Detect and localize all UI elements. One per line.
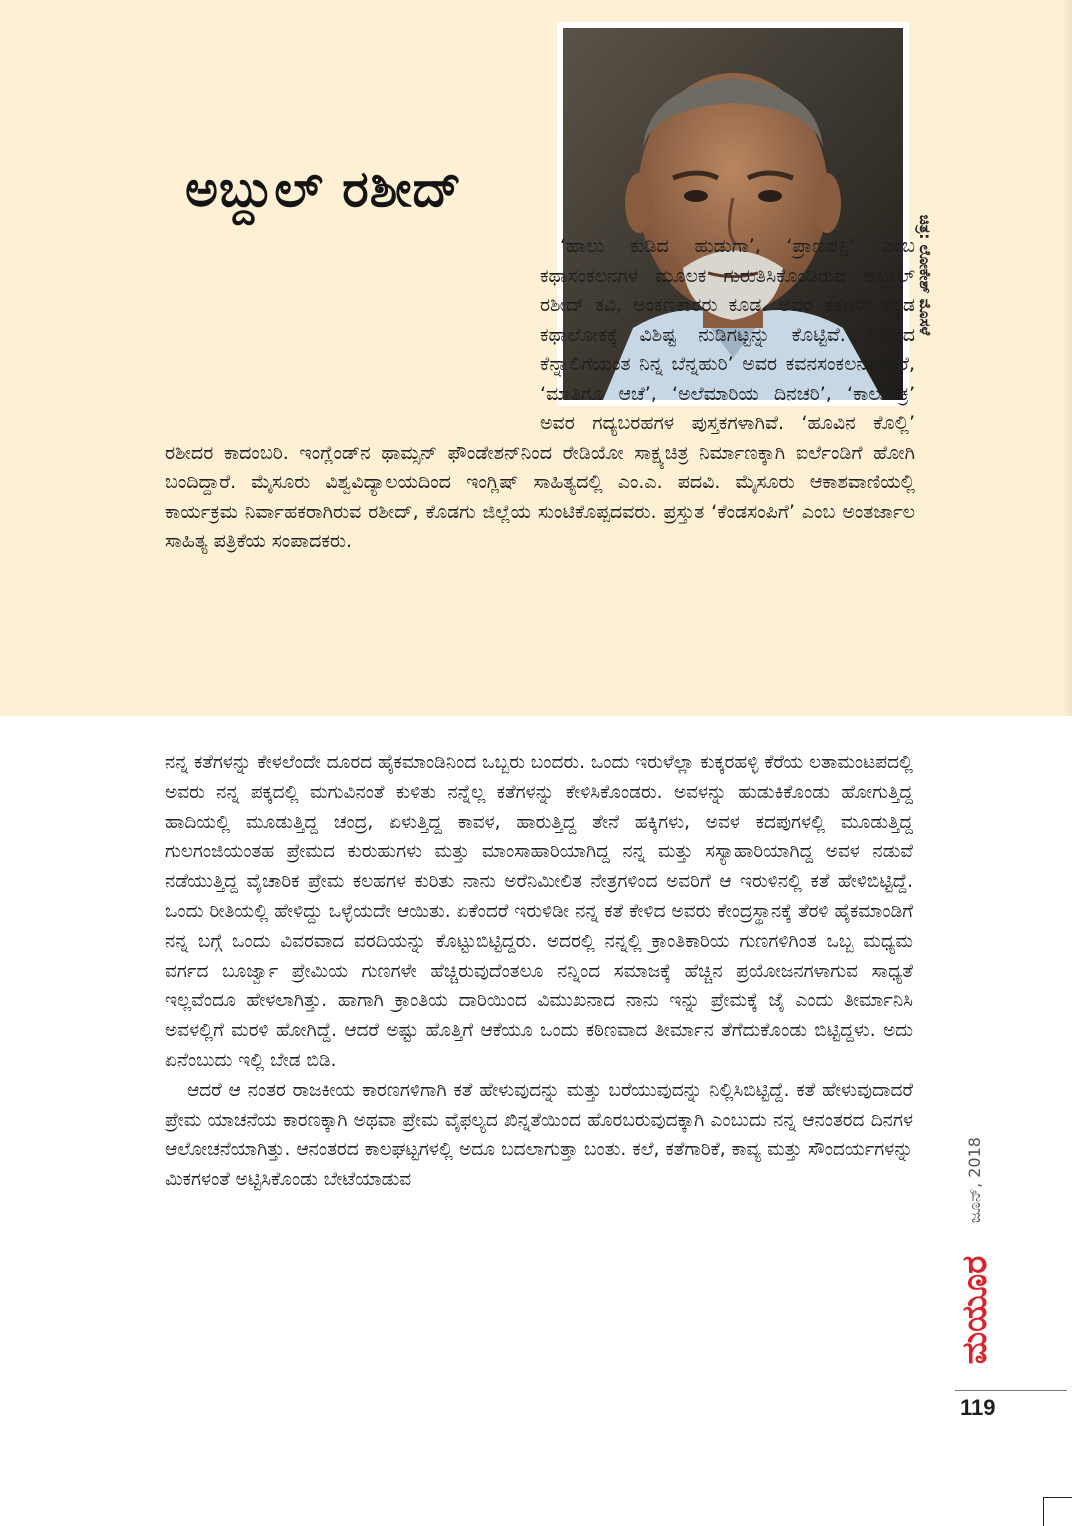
bio-text: ‘ಹಾಲು ಕುಡಿದ ಹುಡುಗಾ’, ‘ಪ್ರಾಣಪಕ್ಷಿ’ ಎಂಬ ಕಥಾಸಂಕಲನಗಳ ಮೂಲಕ ಗುರುತಿಸಿಕೊಂಡಿರುವ ಅಬ್ದುಲ್ ರಶೀದ್ ಕವಿ, ಅಂಕಣಕಾರರು ಕೂಡ. ಅವರ ಕತೆಗಳು ಕನ್ನಡ ಕಥಾಲೋಕಕ್ಕೆ ವಿಶಿಷ್ಟ ನುಡಿಗಟ್ಟನ್ನು ಕೊಟ್ಟಿವೆ. ‘ನರಕದ ಕೆನ್ನಾಲಿಗೆಯಂತ ನಿನ್ನ ಬೆನ್ನಹುರಿ’ ಅವರ ಕವನಸಂಕಲನವಾದರೆ, ‘ಮಾತಿಗೂ ಆಚೆ’, ‘ಅಲೆಮಾರಿಯ ದಿನಚರಿ’, ‘ಕಾಲುಚಕ್ರ’ ಅವರ ಗದ್ಯಬರಹಗಳ ಪುಸ್ತಕಗಳಾಗಿವೆ. ‘ಹೂವಿನ ಕೊಲ್ಲಿ’ ರಶೀದರ ಕಾದಂಬರಿ. ಇಂಗ್ಲೆಂಡ್‌ನ ಥಾಮ್ಸನ್ ಫೌಂಡೇಶನ್‌ನಿಂದ ರೇಡಿಯೋ ಸಾಕ್ಷ್ಯಚಿತ್ರ ನಿರ್ಮಾಣಕ್ಕಾಗಿ ಐರ್ಲೆಂಡಿಗೆ ಹೋಗಿ ಬಂದಿದ್ದಾರೆ. ಮೈಸೂರು ವಿಶ್ವವಿದ್ಯಾಲಯದಿಂದ ಇಂಗ್ಲಿಷ್ ಸಾಹಿತ್ಯದಲ್ಲಿ ಎಂ.ಎ. ಪದವಿ. ಮೈಸೂರು ಆಕಾಶವಾಣಿಯಲ್ಲಿ ಕಾರ್ಯಕ್ರಮ ನಿರ್ವಾಹಕರಾಗಿರುವ ರಶೀದ್, ಕೊಡಗು ಜಿಲ್ಲೆಯ ಸುಂಟಿಕೊಪ್ಪದವರು. ಪ್ರಸ್ತುತ ‘ಕೆಂಡಸಂಪಿಗೆ’ ಎಂಬ ಅಂತರ್ಜಾಲ ಸಾಹಿತ್ಯ ಪತ್ರಿಕೆಯ ಸಂಪಾದಕರು. [165,235,915,552]
issue-date-text: ಜೂನ್, 2018 [965,1137,984,1223]
article-body [165,748,913,1195]
magazine-logo-text: ಮಯೂರ [955,1255,995,1365]
crop-mark [1043,1497,1072,1526]
footer-rule [955,1390,1067,1391]
article-paragraph: ಆದರೆ ಆ ನಂತರ ರಾಜಕೀಯ ಕಾರಣಗಳಿಗಾಗಿ ಕತೆ ಹೇಳುವುದನ್ನು ಮತ್ತು ಬರೆಯುವುದನ್ನು ನಿಲ್ಲಿಸಿಬಿಟ್ಟಿದ್ದೆ. ಕತೆ ಹೇಳುವುದಾದರೆ ಪ್ರೇಮ ಯಾಚನೆಯ ಕಾರಣಕ್ಕಾಗಿ ಅಥವಾ ಪ್ರೇಮ ವೈಫಲ್ಯದ ಖಿನ್ನತೆಯಿಂದ ಹೊರಬರುವುದಕ್ಕಾಗಿ ಎಂಬುದು ನನ್ನ ಆನಂತರದ ದಿನಗಳ ಆಲೋಚನೆಯಾಗಿತ್ತು. ಆನಂತರದ ಕಾಲಘಟ್ಟಗಳಲ್ಲಿ ಅದೂ ಬದಲಾಗುತ್ತಾ ಬಂತು. ಕಲೆ, ಕತೆಗಾರಿಕೆ, ಕಾವ್ಯ ಮತ್ತು ಸೌಂದರ್ಯಗಳನ್ನು ಮಿಕಗಳಂತೆ ಅಟ್ಟಿಸಿಕೊಂಡು ಬೇಟೆಯಾಡುವ [165,1079,913,1191]
photo-wrap-spacer [165,232,540,432]
page-edge [1062,0,1072,716]
photo-credit-text: ಚಿತ್ರ: ಲೋಕೇಶ್ ಮೊಸಳೆ [916,214,934,336]
author-bio [165,232,915,557]
article-paragraph: ನನ್ನ ಕತೆಗಳನ್ನು ಕೇಳಲೆಂದೇ ದೂರದ ಹೈಕಮಾಂಡಿನಿಂದ ಒಬ್ಬರು ಬಂದರು. ಒಂದು ಇರುಳೆಲ್ಲಾ ಕುಕ್ಕರಹಳ್ಳಿ ಕೆರೆಯ ಲತಾಮಂಟಪದಲ್ಲಿ ಅವರು ನನ್ನ ಪಕ್ಕದಲ್ಲಿ ಮಗುವಿನಂತೆ ಕುಳಿತು ನನ್ನೆಲ್ಲ ಕತೆಗಳನ್ನು ಕೇಳಿಸಿಕೊಂಡರು. ಅವಳನ್ನು ಹುಡುಕಿಕೊಂಡು ಹೋಗುತ್ತಿದ್ದ ಹಾದಿಯಲ್ಲಿ ಮೂಡುತ್ತಿದ್ದ ಚಂದ್ರ, ಏಳುತ್ತಿದ್ದ ಕಾವಳ, ಹಾರುತ್ತಿದ್ದ ತೇನೆ ಹಕ್ಕಿಗಳು, ಅವಳ ಕದಪುಗಳಲ್ಲಿ ಮೂಡುತ್ತಿದ್ದ ಗುಲಗಂಜಿಯಂತಹ ಪ್ರೇಮದ ಕುರುಹುಗಳು ಮತ್ತು ಮಾಂಸಾಹಾರಿಯಾಗಿದ್ದ ನನ್ನ ಮತ್ತು ಸಸ್ಯಾಹಾರಿಯಾಗಿದ್ದ ಅವಳ ನಡುವೆ ನಡೆಯುತ್ತಿದ್ದ ವೈಚಾರಿಕ ಪ್ರೇಮ ಕಲಹಗಳ ಕುರಿತು ನಾನು ಅರೆನಿಮೀಲಿತ ನೇತ್ರಗಳಿಂದ ಅವರಿಗೆ ಆ ಇರುಳಿನಲ್ಲಿ ಕತೆ ಹೇಳಿಬಿಟ್ಟಿದ್ದೆ. ಒಂದು ರೀತಿಯಲ್ಲಿ ಹೇಳಿದ್ದು ಒಳ್ಳೆಯದೇ ಆಯಿತು. ಏಕೆಂದರೆ ಇರುಳಿಡೀ ನನ್ನ ಕತೆ ಕೇಳಿದ ಅವರು ಕೇಂದ್ರಸ್ಥಾನಕ್ಕೆ ತೆರಳಿ ಹೈಕಮಾಂಡಿಗೆ ನನ್ನ ಬಗ್ಗೆ ಒಂದು ವಿವರವಾದ ವರದಿಯನ್ನು ಕೊಟ್ಟುಬಿಟ್ಟಿದ್ದರು. ಅದರಲ್ಲಿ ನನ್ನಲ್ಲಿ ಕ್ರಾಂತಿಕಾರಿಯ ಗುಣಗಳಿಗಿಂತ ಒಬ್ಬ ಮಧ್ಯಮ ವರ್ಗದ ಬೂರ್ಜ್ವಾ ಪ್ರೇಮಿಯ ಗುಣಗಳೇ ಹೆಚ್ಚಿರುವುದೆಂತಲೂ ನನ್ನಿಂದ ಸಮಾಜಕ್ಕೆ ಹೆಚ್ಚಿನ ಪ್ರಯೋಜನಗಳಾಗುವ ಸಾಧ್ಯತೆ ಇಲ್ಲವೆಂದೂ ಹೇಳಲಾಗಿತ್ತು. ಹಾಗಾಗಿ ಕ್ರಾಂತಿಯ ದಾರಿಯಿಂದ ವಿಮುಖನಾದ ನಾನು ಇನ್ನು ಪ್ರೇಮಕ್ಕೆ ಜೈ ಎಂದು ತೀರ್ಮಾನಿಸಿ ಅವಳಲ್ಲಿಗೆ ಮರಳಿ ಹೋಗಿದ್ದೆ. ಆದರೆ ಅಷ್ಟು ಹೊತ್ತಿಗೆ ಆಕೆಯೂ ಒಂದು ಕಠಿಣವಾದ ತೀರ್ಮಾನ ತೆಗೆದುಕೊಂಡು ಬಿಟ್ಟಿದ್ದಳು. ಅದು ಏನೆಂಬುದು ಇಲ್ಲಿ ಬೇಡ ಬಿಡಿ. [165,752,914,1071]
issue-date [955,1120,995,1240]
photo-credit [913,160,937,390]
author-name: ಅಬ್ದುಲ್ ರಶೀದ್ [185,160,463,218]
magazine-logo [952,1245,998,1375]
page-number: 119 [960,1395,996,1420]
